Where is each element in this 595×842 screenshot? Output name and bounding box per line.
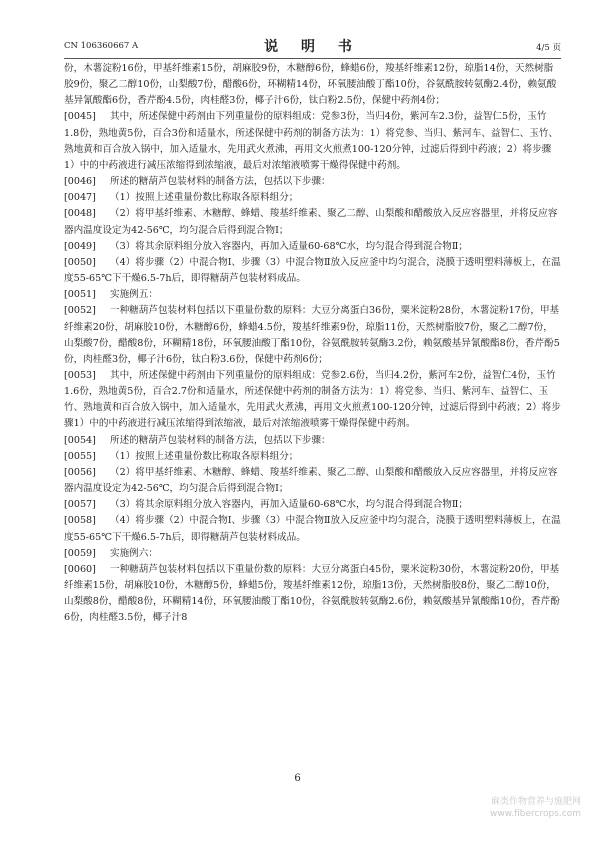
- paragraph: [64, 303, 561, 368]
- paragraph-text: 份，木薯淀粉16份，甲基纤维素15份，胡麻胶9份，木糖醇6份，蜂蜡6份，羧基纤维素12份，琼脂14份，天然树脂胶9份，聚乙二醇10份，山梨酸7份，醋酸6份，环糊精14份，环氧腰油酸丁酯10份，谷氨酰胺转氨酶2.4份，赖氨酸基异氰酸酯6份，香芹酚4.5份，肉桂醛3份，椰子汁6份，钛白粉2.5份，保健中药剂4份；: [64, 63, 557, 107]
- paragraph: [64, 546, 561, 562]
- paragraph-text: （2）将甲基纤维素、木糖醇、蜂蜡、羧基纤维素、聚乙二醇、山梨酸和醋酸放入反应容器里，并将反应容器内温度设定为42-56℃，均匀混合后得到混合物Ⅰ；: [64, 466, 558, 495]
- paragraph-number: [0050]: [64, 256, 96, 268]
- paragraph-text: （3）将其余原料组分放入容器内，再加入适量60-68℃水，均匀混合得到混合物Ⅱ；: [110, 499, 469, 511]
- paragraph-number: [0052]: [64, 305, 96, 317]
- paragraph-text: （3）将其余原料组分放入容器内，再加入适量60-68℃水，均匀混合得到混合物Ⅱ；: [110, 240, 469, 252]
- page-reference: 4/5 页: [536, 43, 561, 53]
- watermark-site-name: 麻类作物营养与施肥网: [490, 797, 581, 807]
- paragraph: [64, 497, 561, 513]
- page-number: 6: [294, 773, 301, 784]
- paragraph: [64, 255, 561, 287]
- paragraph-text: 一种糖葫芦包装材料包括以下重量份数的原料：大豆分离蛋白36份，粟米淀粉28份，木薯淀粉17份，甲基纤维素20份，胡麻胶10份，木糖醇6份，蜂蜡4.5份，羧基纤维素9份，琼脂11份，天然树脂胶7份，聚乙二醇7份，山梨酸7份，醋酸8份，环糊精18份，环氧腰油酸丁酯10份，谷氨酰胺转氨酶3.2份，赖氨酸基异氰酸酯8份，香芹酚5份，肉桂醛3份，椰子汁6份，钛白粉3.6份，保健中药剂6份；: [64, 305, 560, 365]
- paragraph: [64, 562, 561, 627]
- paragraph-text: 实施例五：: [110, 289, 158, 301]
- header-divider: [64, 58, 561, 59]
- page-header: [64, 35, 561, 55]
- paragraph-number: [0060]: [64, 563, 96, 575]
- paragraph-number: [0048]: [64, 208, 96, 220]
- paragraph: [64, 239, 561, 255]
- paragraph: [64, 206, 561, 238]
- paragraph-number: [0056]: [64, 466, 96, 478]
- paragraph: [64, 174, 561, 190]
- paragraph-text: （2）将甲基纤维素、木糖醇、蜂蜡、羧基纤维素、聚乙二醇、山梨酸和醋酸放入反应容器里，并将反应容器内温度设定为42-56℃，均匀混合后得到混合物Ⅰ；: [64, 208, 558, 236]
- watermark: [490, 796, 581, 820]
- paragraph-text: 所述的糖葫芦包装材料的制备方法，包括以下步骤：: [110, 176, 331, 188]
- paragraph-number: [0057]: [64, 499, 96, 511]
- paragraph-text: （4）将步骤（2）中混合物Ⅰ、步骤（3）中混合物Ⅱ放入反应釜中均匀混合，浇膜于透明塑料薄板上，在温度55-65℃下干燥6.5-7h后，即得糖葫芦包装材料成品。: [64, 515, 561, 543]
- paragraph-number: [0047]: [64, 192, 96, 204]
- paragraph-number: [0055]: [64, 450, 96, 462]
- paragraph: [64, 368, 561, 433]
- paragraph-number: [0058]: [64, 515, 96, 527]
- paragraph: [64, 449, 561, 465]
- paragraph-text: 其中，所述保健中药剂由下列重量份的原料组成：党参2.6份，当归4.2份，紫河车2份，益智仁4份，玉竹1.6份，熟地黄5份，百合2.7份和适量水，所述保健中药剂的制备方法为：1）将党参、当归、紫河车、益智仁、玉竹、熟地黄和百合放入锅中，加入适量水，先用武火煮沸，再用文火煎煮100-120分钟，过滤后得到中药液；2）将步骤1）中的中药液进行减压浓缩得到浓缩液，最后对浓缩液喷雾干燥得保健中药剂。: [64, 369, 561, 430]
- paragraph: [64, 287, 561, 303]
- paragraph-number: [0049]: [64, 240, 96, 252]
- paragraph-text: 一种糖葫芦包装材料包括以下重量份数的原料：大豆分离蛋白45份，粟米淀粉30份，木薯淀粉20份，甲基纤维素15份，胡麻胶10份，木糖醇5份，蜂蜡5份，羧基纤维素12份，琼脂13份，天然树脂胶8份，聚乙二醇10份，山梨酸8份，醋酸8份，环糊精14份，环氧腰油酸丁酯10份，谷氨酰胺转氨酶2.6份，赖氨酸基异氰酸酯10份，香芹酚6份，肉桂醛3.5份，椰子汁8: [64, 563, 560, 624]
- paragraph-number: [0054]: [64, 434, 96, 446]
- document-body: [64, 61, 561, 626]
- paragraph-number: [0046]: [64, 176, 96, 188]
- paragraph-text: 所述的糖葫芦包装材料的制备方法，包括以下步骤：: [110, 434, 331, 446]
- paragraph: [64, 190, 561, 206]
- paragraph: [64, 61, 561, 109]
- paragraph-number: [0045]: [64, 111, 96, 123]
- patent-number: CN 106360667 A: [64, 41, 139, 51]
- paragraph: [64, 465, 561, 497]
- paragraph-text: （1）按照上述重量份数比称取各原料组分；: [110, 450, 299, 462]
- page-title: 说 明 书: [264, 39, 361, 55]
- paragraph-text: 实施例六：: [110, 547, 158, 559]
- paragraph-number: [0059]: [64, 547, 96, 559]
- paragraph-text: （1）按照上述重量份数比称取各原料组分；: [110, 192, 299, 204]
- paragraph: [64, 109, 561, 174]
- paragraph-text: （4）将步骤（2）中混合物Ⅰ、步骤（3）中混合物Ⅱ放入反应釜中均匀混合，浇膜于透明塑料薄板上，在温度55-65℃下干燥6.5-7h后，即得糖葫芦包装材料成品。: [64, 256, 561, 285]
- paragraph: [64, 433, 561, 449]
- watermark-url: www.fibercrops.com: [490, 809, 581, 819]
- paragraph: [64, 513, 561, 545]
- paragraph-number: [0051]: [64, 289, 96, 301]
- paragraph-text: 其中，所述保健中药剂由下列重量份的原料组成：党参3份，当归4份，紫河车2.3份，益智仁5份，玉竹1.8份，熟地黄5份，百合3份和适量水，所述保健中药剂的制备方法为：1）将党参、当归、紫河车、益智仁、玉竹、熟地黄和百合放入锅中，加入适量水，先用武火煮沸，再用文火煎煮100-120分钟，过滤后得到中药液；2）将步骤1）中的中药液进行减压浓缩得到浓缩液，最后对浓缩液喷雾干燥得保健中药剂。: [64, 111, 559, 171]
- paragraph-number: [0053]: [64, 369, 96, 381]
